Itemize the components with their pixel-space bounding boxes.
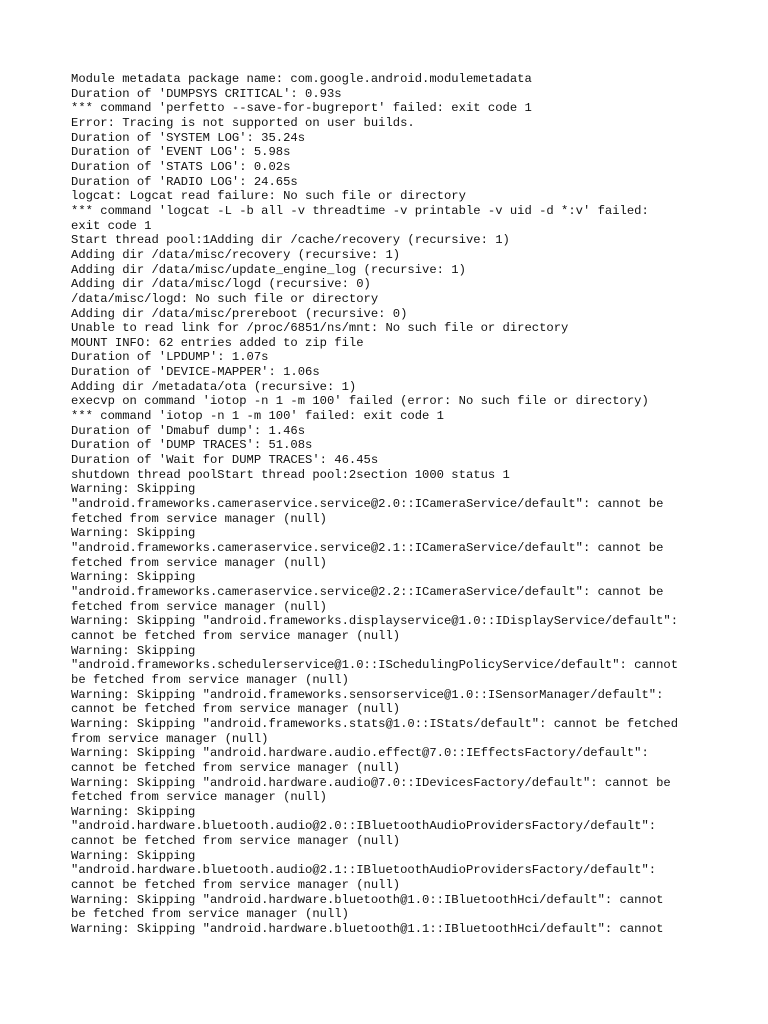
log-line: fetched from service manager (null) (71, 599, 327, 614)
log-line: Warning: Skipping (71, 570, 196, 585)
log-line: *** command 'iotop -n 1 -m 100' failed: exit code 1 (71, 409, 444, 424)
log-line: Duration of 'RADIO LOG': 24.65s (71, 174, 298, 189)
log-line: Warning: Skipping (71, 804, 196, 819)
log-document (71, 72, 711, 937)
log-line: fetched from service manager (null) (71, 511, 327, 526)
log-line: fetched from service manager (null) (71, 790, 327, 805)
log-line: Warning: Skipping (71, 848, 196, 863)
log-line: *** command 'perfetto --save-for-bugreport' failed: exit code 1 (71, 101, 532, 116)
log-line: Module metadata package name: com.google.android.modulemetadata (71, 72, 532, 86)
log-line: cannot be fetched from service manager (null) (71, 834, 401, 849)
log-line: Warning: Skipping "android.hardware.bluetooth@1.0::IBluetoothHci/default": cannot (71, 892, 664, 907)
log-line: from service manager (null) (71, 731, 269, 746)
log-line: Warning: Skipping "android.frameworks.displayservice@1.0::IDisplayService/default": (71, 614, 679, 629)
log-line: logcat: Logcat read failure: No such file or directory (71, 189, 466, 204)
log-line: be fetched from service manager (null) (71, 672, 349, 687)
log-line: Adding dir /data/misc/recovery (recursive: 1) (71, 247, 401, 262)
log-line: Warning: Skipping (71, 643, 196, 658)
log-line: Warning: Skipping "android.hardware.audio.effect@7.0::IEffectsFactory/default": (71, 746, 649, 761)
log-line: "android.frameworks.cameraservice.service@2.1::ICameraService/default": cannot be (71, 541, 664, 555)
log-line: shutdown thread poolStart thread pool:2section 1000 status 1 (71, 467, 510, 482)
log-line: MOUNT INFO: 62 entries added to zip file (71, 335, 364, 350)
log-line: "android.hardware.bluetooth.audio@2.0::IBluetoothAudioProvidersFactory/default": (71, 819, 657, 834)
log-line: Duration of 'Dmabuf dump': 1.46s (71, 423, 306, 438)
log-line: "android.frameworks.cameraservice.service@2.2::ICameraService/default": cannot be (71, 584, 664, 599)
log-line: Duration of 'DUMPSYS CRITICAL': 0.93s (71, 86, 342, 101)
log-line: /data/misc/logd: No such file or directory (71, 291, 379, 306)
log-line: "android.hardware.bluetooth.audio@2.1::IBluetoothAudioProvidersFactory/default": (71, 863, 657, 878)
log-line: Warning: Skipping "android.hardware.audio@7.0::IDevicesFactory/default": cannot be (71, 775, 671, 790)
log-line: cannot be fetched from service manager (null) (71, 878, 401, 893)
log-line: Duration of 'DUMP TRACES': 51.08s (71, 438, 313, 453)
log-line: Duration of 'DEVICE-MAPPER': 1.06s (71, 365, 320, 380)
log-line: fetched from service manager (null) (71, 555, 327, 570)
log-line: Warning: Skipping "android.hardware.bluetooth@1.1::IBluetoothHci/default": cannot (71, 922, 664, 937)
log-line: Warning: Skipping (71, 482, 196, 497)
log-line: cannot be fetched from service manager (null) (71, 702, 401, 717)
log-line: cannot be fetched from service manager (null) (71, 760, 401, 775)
log-line: Duration of 'Wait for DUMP TRACES': 46.45s (71, 453, 379, 468)
log-line: Error: Tracing is not supported on user builds. (71, 115, 415, 130)
log-line: exit code 1 (71, 218, 152, 233)
log-line: Duration of 'SYSTEM LOG': 35.24s (71, 130, 306, 145)
log-line: Unable to read link for /proc/6851/ns/mnt: No such file or directory (71, 321, 569, 336)
log-line: Warning: Skipping "android.frameworks.sensorservice@1.0::ISensorManager/default": (71, 687, 664, 702)
log-line: execvp on command 'iotop -n 1 -m 100' failed (error: No such file or directory) (71, 394, 649, 409)
log-line: Adding dir /data/misc/update_engine_log (recursive: 1) (71, 262, 466, 277)
log-line: *** command 'logcat -L -b all -v threadtime -v printable -v uid -d *:v' failed: (71, 203, 649, 218)
log-line: Duration of 'STATS LOG': 0.02s (71, 159, 291, 174)
log-line: "android.frameworks.schedulerservice@1.0::ISchedulingPolicyService/default": cannot (71, 658, 679, 673)
log-line: cannot be fetched from service manager (null) (71, 628, 401, 643)
log-line: be fetched from service manager (null) (71, 907, 349, 922)
log-line: Duration of 'EVENT LOG': 5.98s (71, 145, 291, 160)
log-line: Warning: Skipping "android.frameworks.stats@1.0::IStats/default": cannot be fetched (71, 716, 679, 731)
log-line: Adding dir /data/misc/prereboot (recursive: 0) (71, 306, 408, 321)
log-line: Duration of 'LPDUMP': 1.07s (71, 350, 269, 365)
log-line: Adding dir /data/misc/logd (recursive: 0) (71, 277, 371, 292)
log-line: "android.frameworks.cameraservice.service@2.0::ICameraService/default": cannot be (71, 497, 664, 512)
log-line: Start thread pool:1Adding dir /cache/recovery (recursive: 1) (71, 233, 510, 248)
log-line: Warning: Skipping (71, 526, 196, 541)
log-line: Adding dir /metadata/ota (recursive: 1) (71, 379, 357, 394)
